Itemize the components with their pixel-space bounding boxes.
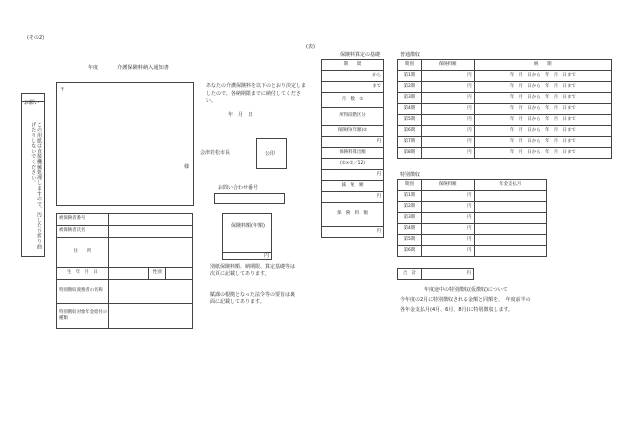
special-rows [398,191,547,257]
regular-due: 年 月 日から 年 月 日まで [474,126,611,137]
regular-due: 年 月 日から 年 月 日まで [474,93,611,104]
regular-row [398,148,612,159]
annual-premium-yen: 円 [263,253,269,259]
regular-amount: 円 [421,137,474,148]
note-1: 別紙保険料額、納期限、算定基礎等は次頁に記載してあります。 [210,264,296,278]
special-row [398,213,547,224]
official-seal: 公印 [265,151,276,157]
regular-due: 年 月 日から 年 月 日まで [474,104,611,115]
birthdate-label: 生 年 月 日 [57,268,109,280]
special-period: 第5期 [398,235,422,246]
regular-due: 年 月 日から 年 月 日まで [474,82,611,93]
calc-row-months: 月 数 ① [322,93,384,108]
total-yen: 円 [421,269,473,280]
page-label: (その2) [27,35,45,41]
address-window [56,82,194,206]
birthdate-value [108,268,149,280]
calc-row-from: から [322,71,384,82]
regular-row [398,82,612,93]
pension-type-value [108,304,192,329]
regular-row [398,137,612,148]
regular-period: 第5期 [398,115,422,126]
onegai-divider [21,101,45,102]
calc-row-annual: 保険料(年額)② [322,126,384,137]
gender-value [166,268,193,280]
notice-date: 年 月 日 [228,112,254,118]
issuer-name: 会津若松市長 [200,150,231,156]
annual-premium-label: 保険料額(年額) [231,223,265,229]
period-header: 期 間 [322,60,384,71]
special-month [474,202,546,213]
calc-row-reduction-yen: 円 [322,192,384,203]
special-amount: 円 [421,191,474,202]
annual-premium-box [222,213,272,260]
special-month [474,246,546,257]
regular-amount: 円 [421,104,474,115]
special-header-period: 期別 [398,180,422,191]
special-period: 第2期 [398,202,422,213]
special-month [474,213,546,224]
regular-amount: 円 [421,93,474,104]
year-label: 年度 [88,65,99,71]
inquiry-number-box [214,193,285,204]
regular-period: 第4期 [398,104,422,115]
pension-type-label: 特別徴収対象年金給付の種類 [57,304,109,329]
special-amount: 円 [421,235,474,246]
special-period: 第4期 [398,224,422,235]
postal-mark: 〒 [60,87,66,93]
regular-period: 第8期 [398,148,422,159]
regular-amount: 円 [421,82,474,93]
regular-row [398,104,612,115]
onegai-box [21,93,45,257]
gender-label: 性別 [149,268,166,280]
total-label: 合 計 [398,269,422,280]
special-row [398,224,547,235]
notice-message: あなたの介護保険料を以下のとおり決定しましたので、各納期限までに納付してください。 [206,83,307,104]
calc-title: 保険料算定の基礎 [340,52,381,58]
special-header-amount: 保険料額 [421,180,474,191]
calc-row-premium: 保 険 料 額 [322,203,384,227]
inquiry-title: お問い合わせ番号 [218,185,259,191]
calc-row-formula: (②×①／12) [322,159,384,170]
total-table [397,268,474,280]
regular-period: 第7期 [398,137,422,148]
special-row [398,235,547,246]
address-value [108,238,192,268]
regular-due: 年 月 日から 年 月 日まで [474,115,611,126]
regular-amount: 円 [421,126,474,137]
special-header-month: 年金支払月 [474,180,546,191]
regular-row [398,126,612,137]
regular-due: 年 月 日から 年 月 日まで [474,148,611,159]
special-amount: 円 [421,213,474,224]
regular-period: 第1期 [398,71,422,82]
regular-period: 第3期 [398,93,422,104]
insured-name-value [108,226,192,238]
special-period: 第1期 [398,191,422,202]
regular-period: 第6期 [398,126,422,137]
special-month [474,235,546,246]
calc-row-computed-yen: 円 [322,170,384,181]
calc-row-annual-yen: 円 [322,137,384,148]
special-collector-value [108,280,192,304]
special-row [398,202,547,213]
special-month [474,191,546,202]
special-period: 第3期 [398,213,422,224]
regular-amount: 円 [421,71,474,82]
special-collection-table [397,179,547,257]
regular-row [398,71,612,82]
special-title: 特別徴収 [400,172,421,178]
insured-number-value [108,214,192,226]
special-period: 第6期 [398,246,422,257]
calc-row-premium-yen: 円 [322,227,384,238]
regular-title: 普通徴収 [400,52,421,58]
calc-row-computed: 保険料算出額 [322,148,384,159]
insured-name-label: 被保険者氏名 [57,226,109,238]
bottom-note-1: 年度途中の特別徴収(仮徴収)について [424,287,508,293]
regular-amount: 円 [421,115,474,126]
insured-info-table [56,213,193,329]
back-label: (表) [306,44,315,50]
regular-due: 年 月 日から 年 月 日まで [474,137,611,148]
notice-title: 介護保険料納入通知書 [117,65,169,71]
regular-header-period: 期別 [398,60,422,71]
regular-amount: 円 [421,148,474,159]
special-amount: 円 [421,224,474,235]
regular-due: 年 月 日から 年 月 日まで [474,71,611,82]
regular-row [398,93,612,104]
special-collector-label: 特別徴収義務者の名称 [57,280,109,304]
onegai-title: お願い [24,100,40,106]
special-amount: 円 [421,246,474,257]
calc-row-reduction: 減 免 額 [322,181,384,192]
regular-period: 第2期 [398,82,422,93]
calc-row-income-class: 所得段階区分 [322,108,384,126]
address-label: 住 所 [57,238,109,268]
regular-header-due: 納 期 [474,60,611,71]
sama-label: 様 [183,164,189,170]
special-month [474,224,546,235]
calc-table [321,59,384,238]
onegai-text: この用紙は直接機械処理しますので、汚したり折り曲げたりしないでください。 [30,122,42,250]
bottom-note-2: 今年度の2月に特別徴収される金額と同額を、 年度前半の [400,297,531,303]
note-2: 賦課の根拠となった法令等の要旨は裏面に記載してあります。 [210,292,296,306]
regular-rows [398,71,612,159]
regular-row [398,115,612,126]
insured-number-label: 被保険者番号 [57,214,109,226]
special-amount: 円 [421,202,474,213]
regular-header-amount: 保険料額 [421,60,474,71]
special-row [398,191,547,202]
calc-row-to: まで [322,82,384,93]
special-row [398,246,547,257]
regular-collection-table [397,59,612,159]
bottom-note-3: 各年金支払月(4月、6月、8月)に特別徴収します。 [400,307,514,313]
official-seal-box [256,138,287,169]
